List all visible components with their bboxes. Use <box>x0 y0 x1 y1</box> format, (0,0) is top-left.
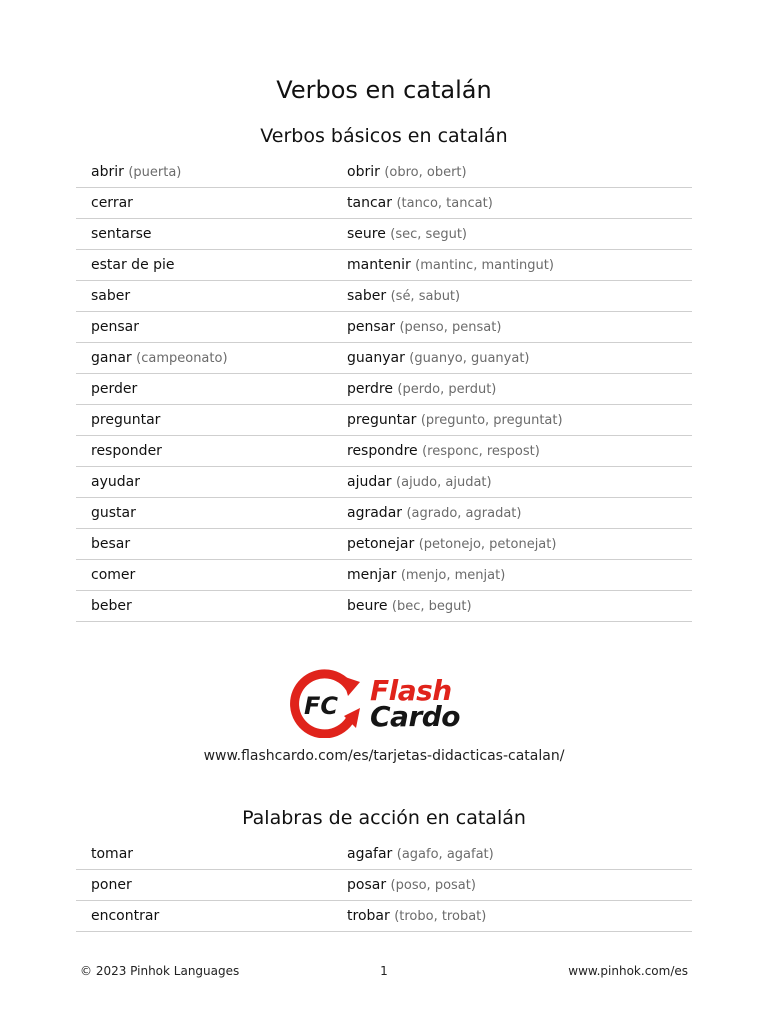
catalan-word: perdre <box>347 381 393 397</box>
catalan-term-cell <box>347 381 692 397</box>
catalan-term-cell <box>347 350 692 366</box>
catalan-word: ajudar <box>347 474 392 490</box>
catalan-word: pensar <box>347 319 396 335</box>
table-row <box>76 219 692 250</box>
catalan-conjugation-note: (guanyo, guanyat) <box>409 351 530 366</box>
spanish-term-cell <box>76 319 347 335</box>
catalan-conjugation-note: (agafo, agafat) <box>396 847 494 862</box>
page-footer <box>80 964 688 982</box>
catalan-word: menjar <box>347 567 397 583</box>
table-row <box>76 901 692 932</box>
catalan-term-cell <box>347 412 692 428</box>
catalan-word: saber <box>347 288 387 304</box>
catalan-term-cell <box>347 443 692 459</box>
catalan-word: tancar <box>347 195 392 211</box>
catalan-word: petonejar <box>347 536 415 552</box>
catalan-term-cell <box>347 195 692 211</box>
vocab-table-action-words <box>76 839 692 932</box>
footer-copyright: © 2023 Pinhok Languages <box>80 964 240 978</box>
flashcardo-logo[interactable] <box>290 666 480 736</box>
spanish-word: besar <box>91 536 131 552</box>
spanish-word: cerrar <box>91 195 133 211</box>
catalan-word: mantenir <box>347 257 411 273</box>
spanish-word: sentarse <box>91 226 152 242</box>
spanish-term-cell <box>76 536 347 552</box>
catalan-conjugation-note: (agrado, agradat) <box>406 506 522 521</box>
catalan-conjugation-note: (mantinc, mantingut) <box>415 258 554 273</box>
catalan-conjugation-note: (trobo, trobat) <box>394 909 487 924</box>
spanish-word: perder <box>91 381 138 397</box>
catalan-conjugation-note: (obro, obert) <box>384 165 467 180</box>
flashcardo-emblem-icon <box>290 668 364 738</box>
catalan-conjugation-note: (responc, respost) <box>422 444 540 459</box>
table-row <box>76 591 692 622</box>
catalan-term-cell <box>347 257 692 273</box>
spanish-term-cell <box>76 412 347 428</box>
catalan-conjugation-note: (pregunto, preguntat) <box>420 413 563 428</box>
logo-word-cardo: Cardo <box>370 700 461 733</box>
spanish-term-cell <box>76 567 347 583</box>
catalan-word: agradar <box>347 505 403 521</box>
catalan-word: posar <box>347 877 387 893</box>
spanish-word: abrir <box>91 164 124 180</box>
spanish-word: gustar <box>91 505 136 521</box>
catalan-word: seure <box>347 226 386 242</box>
table-row <box>76 560 692 591</box>
catalan-conjugation-note: (ajudo, ajudat) <box>396 475 492 490</box>
catalan-term-cell <box>347 846 692 862</box>
table-row <box>76 157 692 188</box>
catalan-term-cell <box>347 288 692 304</box>
table-row <box>76 405 692 436</box>
catalan-conjugation-note: (sec, segut) <box>390 227 467 242</box>
spanish-term-cell <box>76 505 347 521</box>
spanish-note: (campeonato) <box>136 351 228 366</box>
catalan-term-cell <box>347 164 692 180</box>
spanish-word: ayudar <box>91 474 140 490</box>
catalan-conjugation-note: (menjo, menjat) <box>400 568 506 583</box>
vocab-table-basic-verbs <box>76 157 692 622</box>
spanish-word: preguntar <box>91 412 161 428</box>
catalan-conjugation-note: (perdo, perdut) <box>397 382 497 397</box>
catalan-term-cell <box>347 908 692 924</box>
spanish-term-cell <box>76 381 347 397</box>
catalan-conjugation-note: (petonejo, petonejat) <box>418 537 557 552</box>
spanish-word: pensar <box>91 319 140 335</box>
spanish-word: tomar <box>91 846 134 862</box>
table-row <box>76 343 692 374</box>
promo-url-link[interactable]: www.flashcardo.com/es/tarjetas-didacticas-catalan/ <box>203 748 565 764</box>
catalan-conjugation-note: (penso, pensat) <box>399 320 502 335</box>
section-title-basic-verbs: Verbos básicos en catalán <box>260 125 508 147</box>
spanish-term-cell <box>76 877 347 893</box>
catalan-conjugation-note: (sé, sabut) <box>390 289 461 304</box>
emblem-letters: FC <box>304 692 339 720</box>
catalan-term-cell <box>347 567 692 583</box>
spanish-term-cell <box>76 195 347 211</box>
spanish-word: saber <box>91 288 131 304</box>
spanish-term-cell <box>76 226 347 242</box>
table-row <box>76 467 692 498</box>
catalan-word: trobar <box>347 908 390 924</box>
spanish-term-cell <box>76 598 347 614</box>
catalan-word: respondre <box>347 443 418 459</box>
spanish-word: beber <box>91 598 132 614</box>
spanish-term-cell <box>76 350 347 366</box>
table-row <box>76 250 692 281</box>
catalan-term-cell <box>347 598 692 614</box>
table-row <box>76 436 692 467</box>
page-title: Verbos en catalán <box>276 76 492 104</box>
catalan-conjugation-note: (bec, begut) <box>391 599 472 614</box>
spanish-note: (puerta) <box>128 165 182 180</box>
spanish-term-cell <box>76 474 347 490</box>
spanish-word: comer <box>91 567 136 583</box>
catalan-word: guanyar <box>347 350 405 366</box>
spanish-term-cell <box>76 846 347 862</box>
table-row <box>76 498 692 529</box>
spanish-term-cell <box>76 257 347 273</box>
footer-page-number: 1 <box>380 964 388 978</box>
catalan-conjugation-note: (tanco, tancat) <box>396 196 493 211</box>
catalan-word: obrir <box>347 164 380 180</box>
logo-word-flash: Flash <box>370 674 452 707</box>
catalan-word: beure <box>347 598 388 614</box>
spanish-term-cell <box>76 443 347 459</box>
spanish-word: poner <box>91 877 132 893</box>
catalan-term-cell <box>347 319 692 335</box>
spanish-word: estar de pie <box>91 257 175 273</box>
spanish-word: ganar <box>91 350 132 366</box>
spanish-term-cell <box>76 164 347 180</box>
table-row <box>76 529 692 560</box>
table-row <box>76 839 692 870</box>
table-row <box>76 870 692 901</box>
catalan-word: agafar <box>347 846 393 862</box>
table-row <box>76 312 692 343</box>
catalan-term-cell <box>347 505 692 521</box>
catalan-term-cell <box>347 536 692 552</box>
spanish-term-cell <box>76 908 347 924</box>
catalan-word: preguntar <box>347 412 417 428</box>
table-row <box>76 281 692 312</box>
section-title-action-words: Palabras de acción en catalán <box>242 807 526 829</box>
table-row <box>76 188 692 219</box>
spanish-term-cell <box>76 288 347 304</box>
catalan-term-cell <box>347 226 692 242</box>
catalan-term-cell <box>347 474 692 490</box>
spanish-word: encontrar <box>91 908 160 924</box>
catalan-term-cell <box>347 877 692 893</box>
table-row <box>76 374 692 405</box>
footer-site-link[interactable]: www.pinhok.com/es <box>568 964 688 978</box>
spanish-word: responder <box>91 443 162 459</box>
catalan-conjugation-note: (poso, posat) <box>390 878 476 893</box>
